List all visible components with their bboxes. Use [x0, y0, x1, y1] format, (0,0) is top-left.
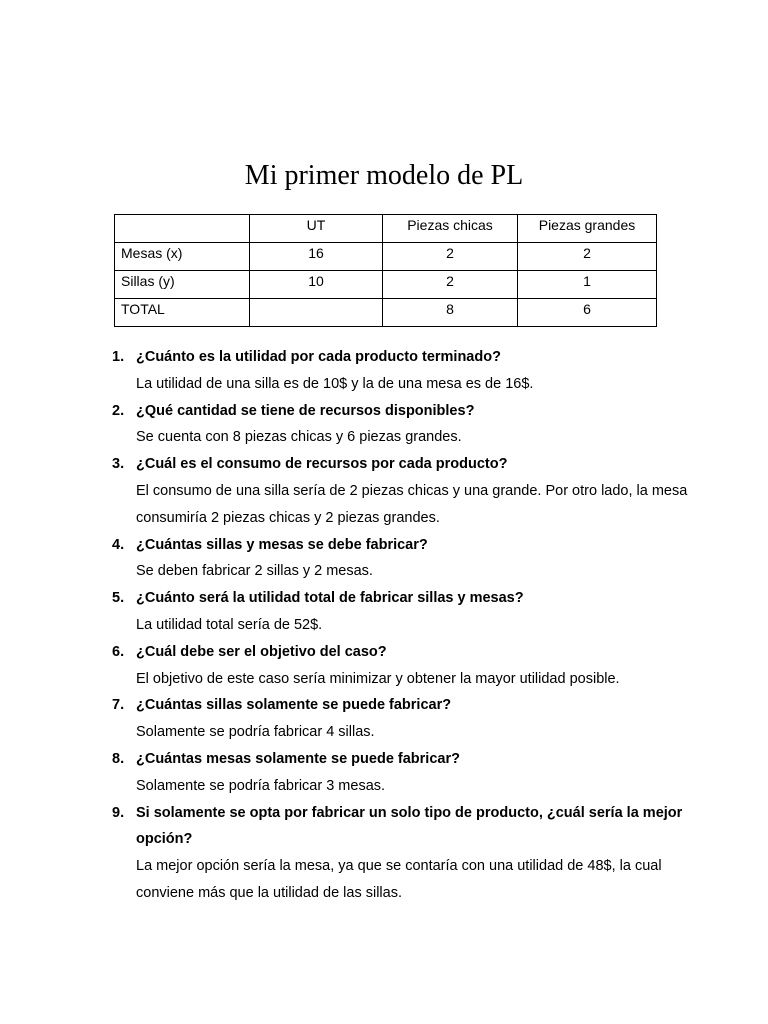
table-header-cell: Piezas chicas	[383, 215, 518, 243]
table-cell: TOTAL	[115, 299, 250, 327]
question-text: ¿Qué cantidad se tiene de recursos disponibles?	[136, 402, 475, 419]
list-item	[112, 344, 692, 398]
question-text: ¿Cuántas sillas solamente se puede fabricar?	[136, 697, 452, 714]
table-row	[115, 243, 657, 271]
list-item	[112, 451, 692, 531]
question-list	[112, 344, 692, 907]
table-cell	[250, 299, 383, 327]
question-text: Si solamente se opta por fabricar un solo tipo de producto, ¿cuál sería la mejor opción?	[136, 804, 683, 848]
page-title: Mi primer modelo de PL	[244, 160, 524, 191]
answer-text: Se cuenta con 8 piezas chicas y 6 piezas grandes.	[136, 429, 462, 446]
table-header-cell	[115, 215, 250, 243]
answer-text: La utilidad total sería de 52$.	[136, 616, 323, 633]
answer-text: Solamente se podría fabricar 3 mesas.	[136, 777, 386, 794]
question-number: 5.	[112, 590, 125, 607]
table-cell: Sillas (y)	[115, 271, 250, 299]
question-number: 7.	[112, 697, 125, 714]
list-item	[112, 532, 692, 586]
answer-text: La utilidad de una silla es de 10$ y la de una mesa es de 16$.	[136, 375, 534, 392]
table-header-cell: Piezas grandes	[518, 215, 657, 243]
table-cell: 10	[250, 271, 383, 299]
answer-text: El objetivo de este caso sería minimizar y obtener la mayor utilidad posible.	[136, 670, 620, 687]
table-cell: 6	[518, 299, 657, 327]
question-number: 8.	[112, 750, 125, 767]
table-cell: 1	[518, 271, 657, 299]
list-item	[112, 800, 692, 907]
list-item	[112, 692, 692, 746]
table-cell: 2	[383, 271, 518, 299]
question-text: ¿Cuánto es la utilidad por cada producto terminado?	[136, 349, 501, 365]
question-text: ¿Cuál es el consumo de recursos por cada producto?	[136, 456, 508, 473]
answer-text: Solamente se podría fabricar 4 sillas.	[136, 724, 375, 741]
question-text: ¿Cuántas sillas y mesas se debe fabricar?	[136, 536, 428, 553]
question-number: 4.	[112, 536, 125, 553]
question-text: ¿Cuánto será la utilidad total de fabricar sillas y mesas?	[136, 590, 524, 607]
table-cell: 2	[518, 243, 657, 271]
question-text: ¿Cuál debe ser el objetivo del caso?	[136, 643, 387, 660]
question-text: ¿Cuántas mesas solamente se puede fabricar?	[136, 750, 460, 767]
table-row	[115, 271, 657, 299]
table-cell: 2	[383, 243, 518, 271]
question-number: 9.	[112, 804, 125, 821]
question-number: 3.	[112, 456, 125, 473]
data-table	[114, 214, 657, 327]
answer-text: Se deben fabricar 2 sillas y 2 mesas.	[136, 563, 373, 580]
table-header-row	[115, 215, 657, 243]
question-number: 6.	[112, 643, 125, 660]
list-item	[112, 746, 692, 800]
table-row	[115, 299, 657, 327]
table-cell: 16	[250, 243, 383, 271]
table-cell: Mesas (x)	[115, 243, 250, 271]
list-item	[112, 585, 692, 639]
answer-text: El consumo de una silla sería de 2 piezas chicas y una grande. Por otro lado, la mesa consumiría 2 piezas chicas y 2 piezas grandes.	[136, 482, 688, 526]
question-number: 1.	[112, 349, 125, 365]
table-header-cell: UT	[250, 215, 383, 243]
table-cell: 8	[383, 299, 518, 327]
list-item	[112, 398, 692, 452]
question-number: 2.	[112, 402, 125, 419]
answer-text: La mejor opción sería la mesa, ya que se contaría con una utilidad de 48$, la cual conviene más que la utilidad de las sillas.	[136, 858, 662, 901]
list-item	[112, 639, 692, 693]
